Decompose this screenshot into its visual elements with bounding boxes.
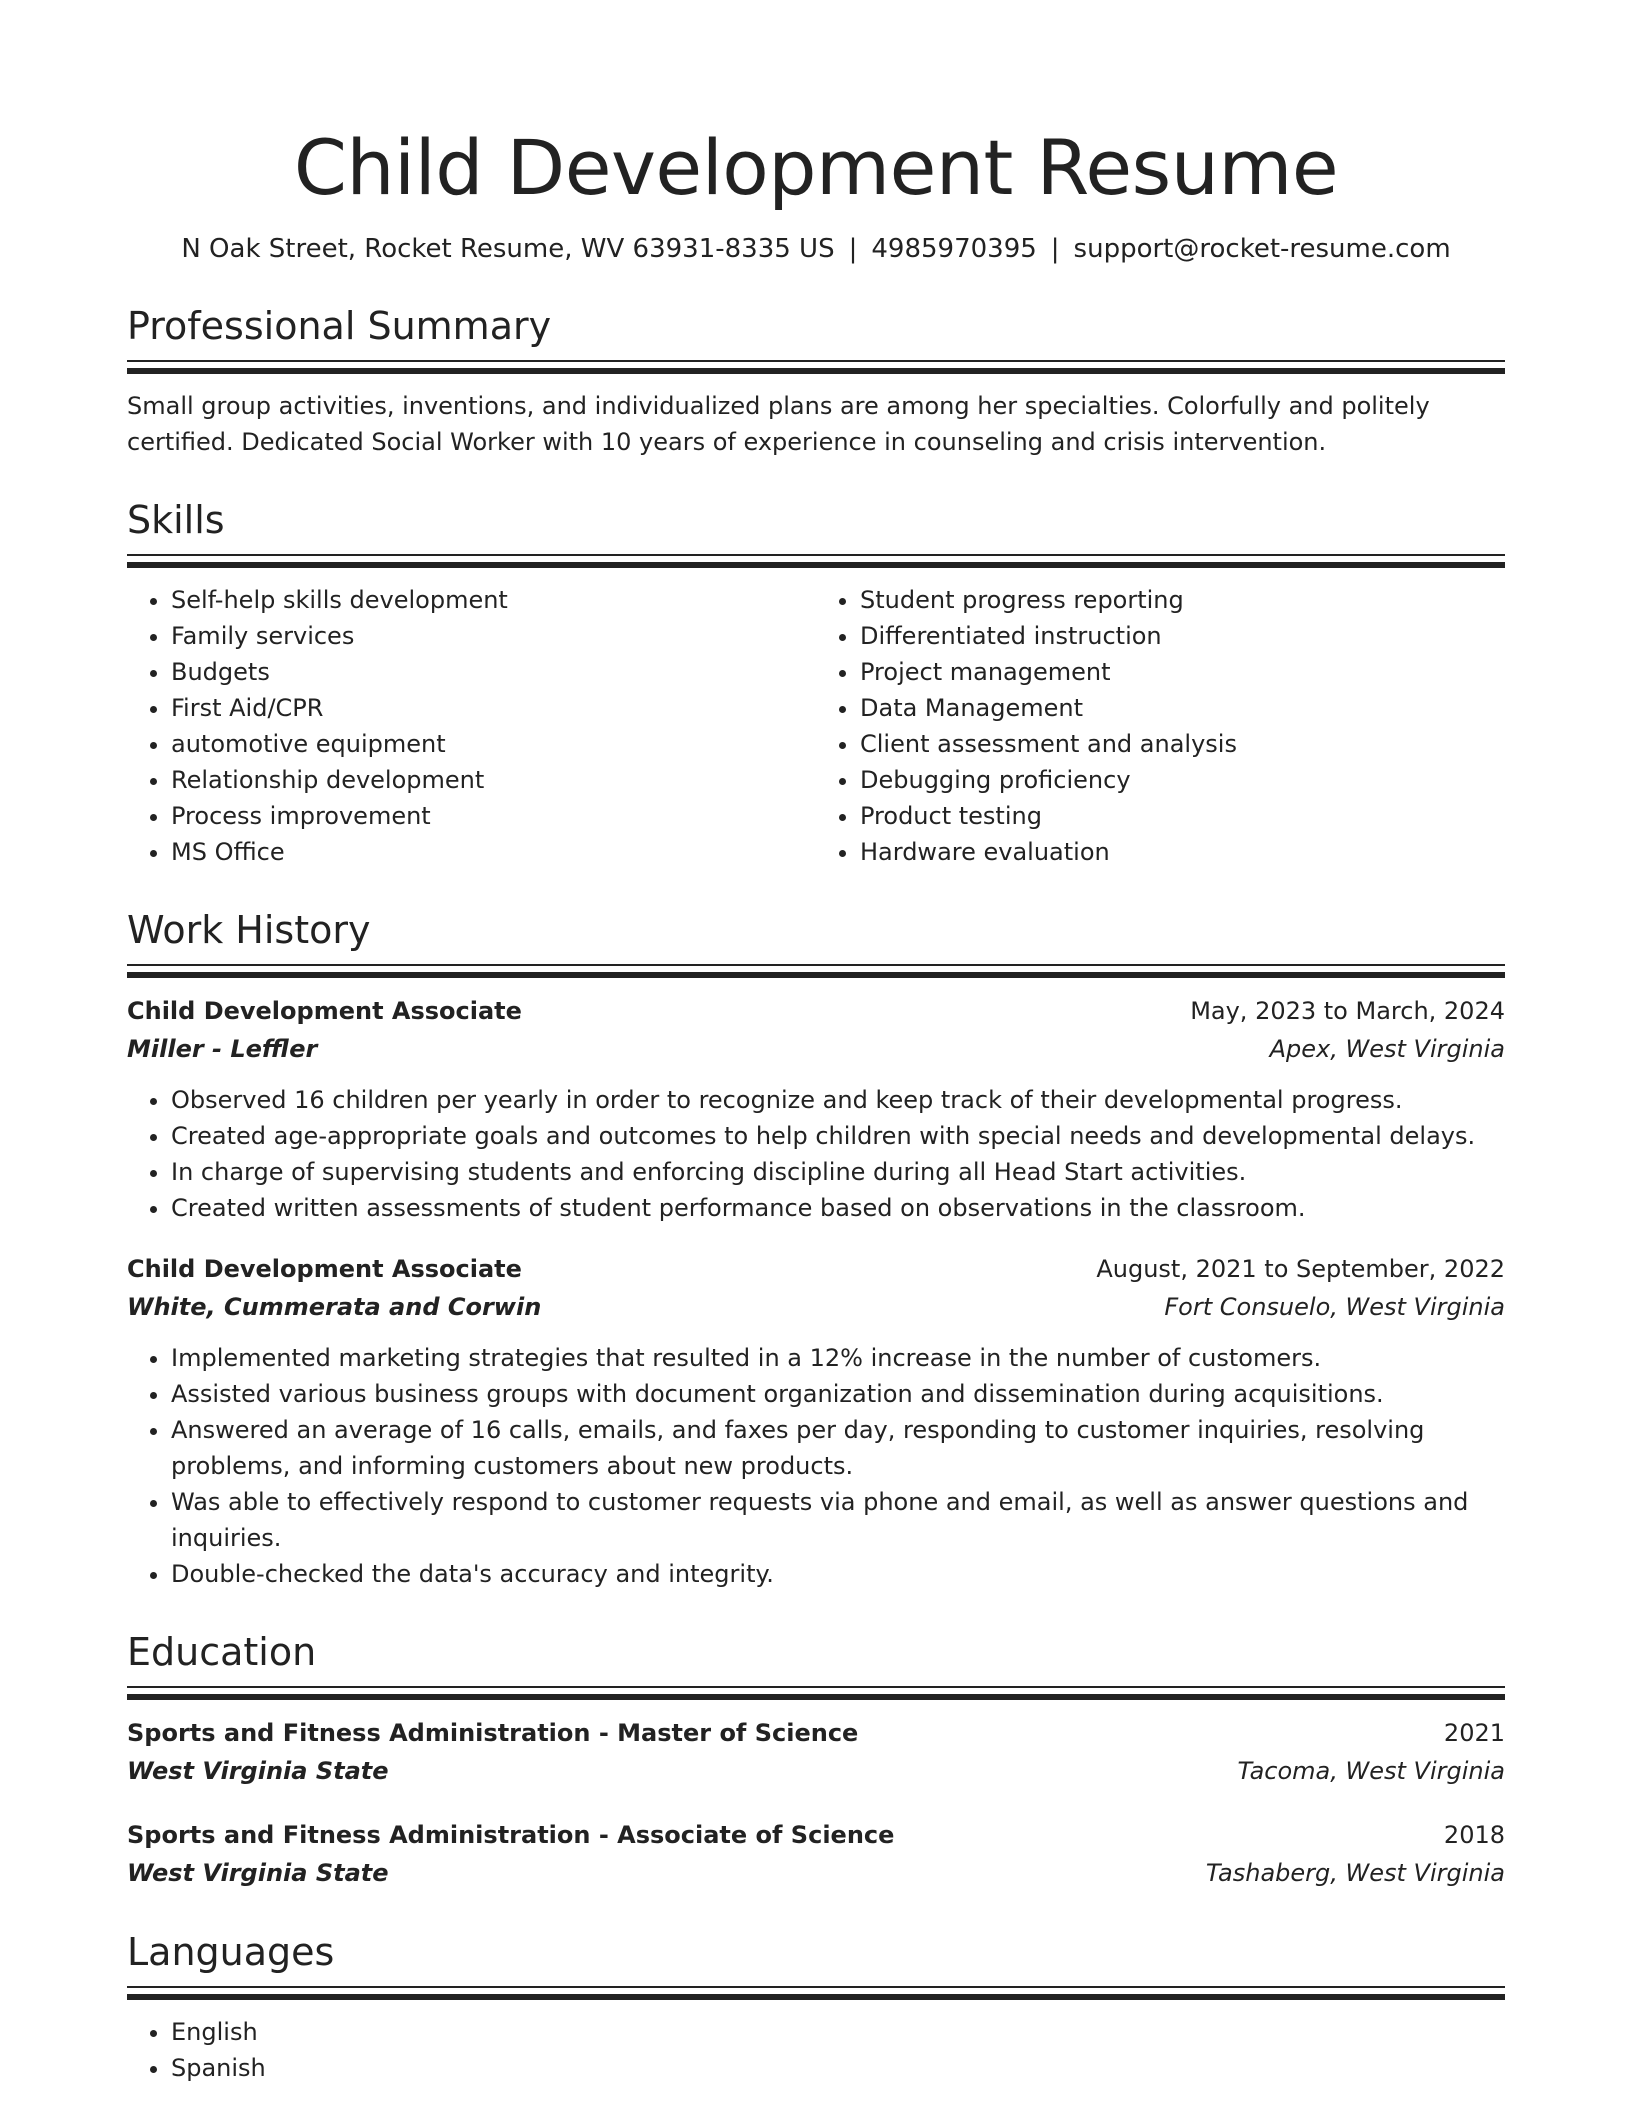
phone: 4985970395 — [871, 234, 1037, 264]
section-divider — [127, 1986, 1505, 2000]
section-title-summary: Professional Summary — [127, 304, 552, 348]
education-school-row — [127, 1752, 1505, 1790]
job-bullet: • Answered an average of 16 calls, emails, and faxes per day, responding to customer inquiries, resolving problems, and informing customers about new products. — [171, 1412, 1505, 1484]
separator: | — [848, 234, 858, 264]
job-header-row — [127, 992, 1505, 1030]
job-company-row — [127, 1288, 1505, 1326]
skill-item: • Self-help skills development — [171, 582, 816, 618]
job-bullet: • Double-checked the data's accuracy and integrity. — [171, 1556, 1505, 1592]
job-company-row — [127, 1030, 1505, 1068]
skill-item: • Differentiated instruction — [860, 618, 1505, 654]
section-divider — [127, 964, 1505, 978]
skills-list-right — [816, 582, 1505, 870]
section-divider — [127, 360, 1505, 374]
skill-item: • Family services — [171, 618, 816, 654]
skill-item: • Relationship development — [171, 762, 816, 798]
address: N Oak Street, Rocket Resume, WV 63931-8335 US — [181, 234, 835, 264]
job-company: White, Cummerata and Corwin — [127, 1293, 542, 1321]
education-year: 2018 — [1443, 1821, 1505, 1849]
skill-item: • Data Management — [860, 690, 1505, 726]
job-bullet: • Implemented marketing strategies that resulted in a 12% increase in the number of customers. — [171, 1340, 1505, 1376]
section-divider — [127, 1686, 1505, 1700]
email[interactable]: support@rocket-resume.com — [1073, 234, 1451, 264]
education-degree: Sports and Fitness Administration - Associate of Science — [127, 1821, 895, 1849]
skill-item: • Hardware evaluation — [860, 834, 1505, 870]
skills-columns — [127, 582, 1505, 870]
education-school: West Virginia State — [127, 1757, 389, 1785]
skills-list-left — [127, 582, 816, 870]
language-item: • Spanish — [171, 2050, 1505, 2086]
job-header-row — [127, 1250, 1505, 1288]
job-bullet: • Observed 16 children per yearly in order to recognize and keep track of their developmental progress. — [171, 1082, 1505, 1118]
skill-item: • First Aid/CPR — [171, 690, 816, 726]
education-degree: Sports and Fitness Administration - Master of Science — [127, 1719, 859, 1747]
resume-title: Child Development Resume — [293, 123, 1339, 212]
skill-item: • automotive equipment — [171, 726, 816, 762]
education-entry — [127, 1714, 1505, 1790]
section-title-work-history: Work History — [127, 908, 371, 952]
section-title-languages: Languages — [127, 1930, 335, 1974]
job-location: Apex, West Virginia — [1269, 1035, 1505, 1063]
job-bullet: • Assisted various business groups with document organization and dissemination during acquisitions. — [171, 1376, 1505, 1412]
skill-item: • Project management — [860, 654, 1505, 690]
education-header-row — [127, 1714, 1505, 1752]
job-company: Miller - Leffler — [127, 1035, 318, 1063]
education-location: Tacoma, West Virginia — [1237, 1757, 1505, 1785]
job-bullet: • In charge of supervising students and enforcing discipline during all Head Start activities. — [171, 1154, 1505, 1190]
job-dates: May, 2023 to March, 2024 — [1190, 997, 1505, 1025]
job-bullets — [127, 1082, 1505, 1226]
summary-text: Small group activities, inventions, and individualized plans are among her specialties. Colorfully and politely certified. Dedicated Social Worker with 10 years of experience in counseling and crisis intervention. — [127, 392, 1430, 456]
education-school-row — [127, 1854, 1505, 1892]
job-entry — [127, 992, 1505, 1226]
skills-section — [127, 496, 1505, 870]
work-history-section — [127, 906, 1505, 1592]
skill-item: • Budgets — [171, 654, 816, 690]
job-bullet: • Created age-appropriate goals and outcomes to help children with special needs and developmental delays. — [171, 1118, 1505, 1154]
section-divider — [127, 554, 1505, 568]
summary-section — [127, 302, 1505, 460]
job-bullets — [127, 1340, 1505, 1592]
skill-item: • Student progress reporting — [860, 582, 1505, 618]
skill-item: • Process improvement — [171, 798, 816, 834]
education-location: Tashaberg, West Virginia — [1205, 1859, 1505, 1887]
skill-item: • Client assessment and analysis — [860, 726, 1505, 762]
skill-item: • Debugging proficiency — [860, 762, 1505, 798]
job-dates: August, 2021 to September, 2022 — [1096, 1255, 1505, 1283]
skill-item: • Product testing — [860, 798, 1505, 834]
job-role: Child Development Associate — [127, 997, 522, 1025]
education-section — [127, 1628, 1505, 1892]
separator: | — [1050, 234, 1060, 264]
job-entry — [127, 1250, 1505, 1592]
job-bullet: • Created written assessments of student performance based on observations in the classroom. — [171, 1190, 1505, 1226]
education-school: West Virginia State — [127, 1859, 389, 1887]
languages-section — [127, 1928, 1505, 2086]
job-bullet: • Was able to effectively respond to customer requests via phone and email, as well as answer questions and inquiries. — [171, 1484, 1505, 1556]
language-item: • English — [171, 2014, 1505, 2050]
skill-item: • MS Office — [171, 834, 816, 870]
job-location: Fort Consuelo, West Virginia — [1164, 1293, 1505, 1321]
education-entry — [127, 1816, 1505, 1892]
section-title-skills: Skills — [127, 498, 225, 542]
job-role: Child Development Associate — [127, 1255, 522, 1283]
contact-line — [127, 232, 1505, 266]
education-header-row — [127, 1816, 1505, 1854]
education-year: 2021 — [1443, 1719, 1505, 1747]
section-title-education: Education — [127, 1630, 317, 1674]
languages-list — [127, 2014, 1505, 2086]
